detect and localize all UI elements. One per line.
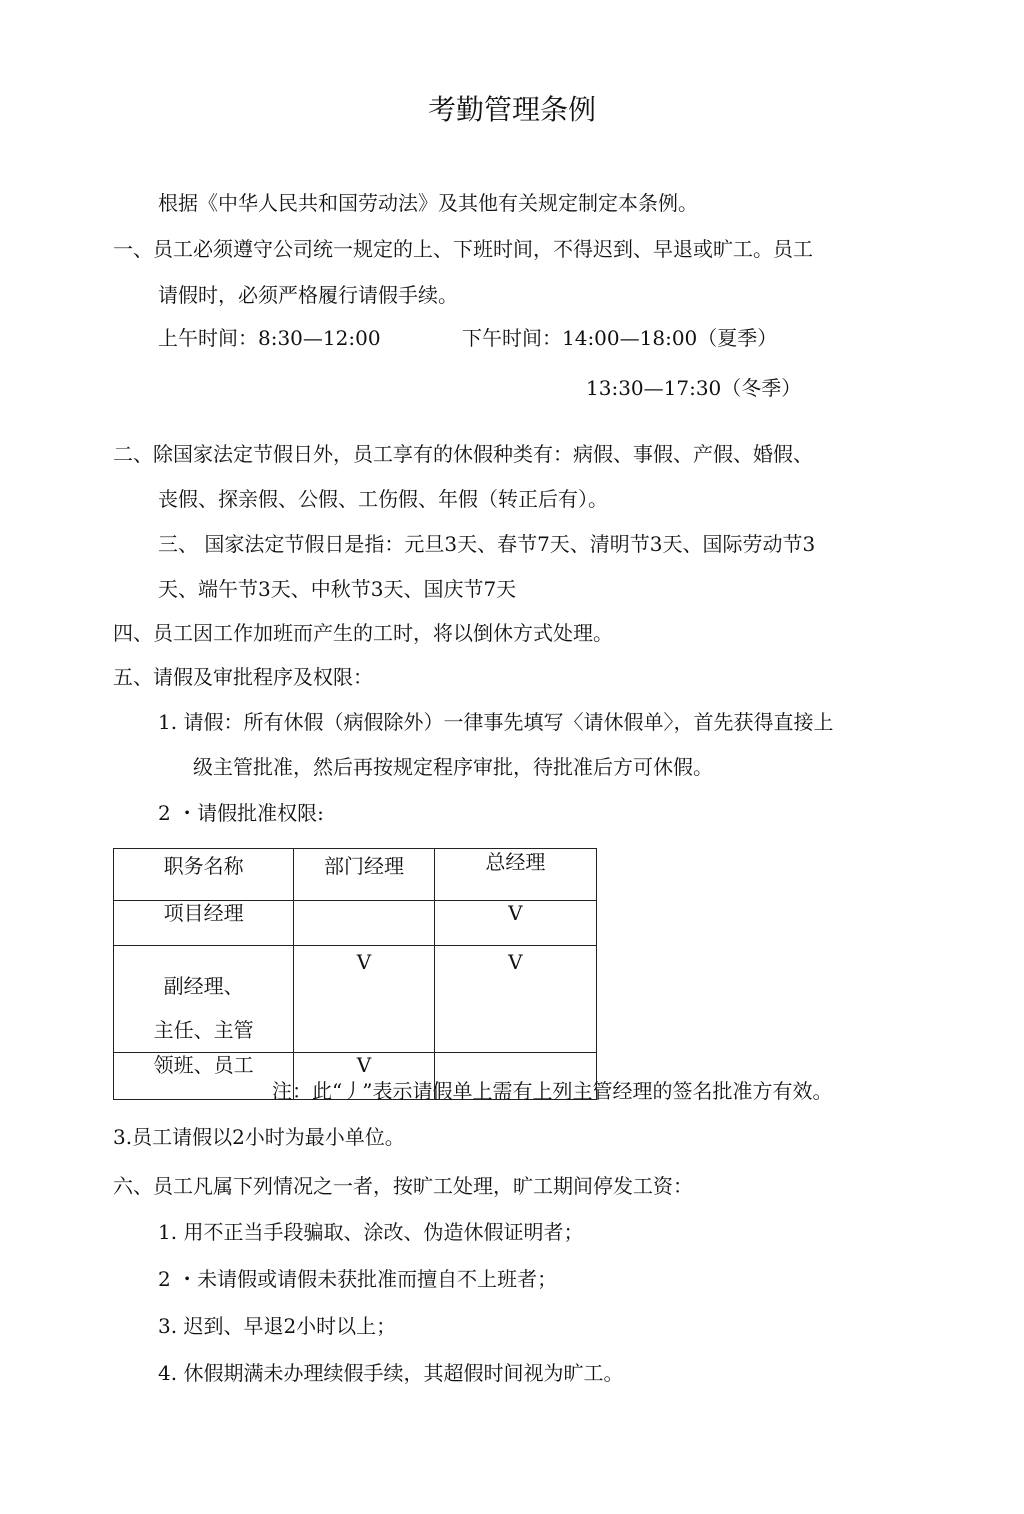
section1-line1: 一、员工必须遵守公司统一规定的上、下班时间，不得迟到、早退或旷工。员工	[113, 237, 813, 261]
afternoon-hours-winter: 13:30—17:30（冬季）	[586, 376, 802, 400]
gm-approval-cell: V	[434, 901, 596, 946]
section6-item-1: 1. 用不正当手段骗取、涂改、伪造休假证明者；	[158, 1220, 584, 1244]
role-cell	[114, 946, 294, 1053]
section2-line2: 丧假、探亲假、公假、工伤假、年假（转正后有）。	[158, 487, 608, 511]
morning-hours: 上午时间：8:30—12:00	[158, 326, 381, 350]
role-cell: 领班、员工	[114, 1053, 294, 1100]
header-general-manager: 总经理	[434, 849, 596, 901]
section3-line2: 天、端午节3天、中秋节3天、国庆节7天	[158, 577, 517, 601]
dept-approval-cell	[294, 901, 434, 946]
section6-item-2: 2 ・未请假或请假未获批准而擅自不上班者；	[158, 1267, 558, 1291]
intro-paragraph: 根据《中华人民共和国劳动法》及其他有关规定制定本条例。	[158, 191, 698, 215]
section3-line1: 三、 国家法定节假日是指：元旦3天、春节7天、清明节3天、国际劳动节3	[158, 532, 816, 556]
section6-heading: 六、员工凡属下列情况之一者，按旷工处理，旷工期间停发工资：	[113, 1174, 693, 1198]
table-row	[114, 946, 597, 1053]
section4-paragraph: 四、员工因工作加班而产生的工时，将以倒休方式处理。	[113, 621, 613, 645]
afternoon-hours-summer: 下午时间：14:00—18:00（夏季）	[462, 326, 778, 350]
table-note: 注：此“丿”表示请假单上需有上列主管经理的签名批准方有效。	[272, 1079, 833, 1103]
table-header-row	[114, 849, 597, 901]
section5-heading: 五、请假及审批程序及权限：	[113, 665, 373, 689]
section6-item-4: 4. 休假期满未办理续假手续，其超假时间视为旷工。	[158, 1361, 624, 1385]
section6-item-3: 3. 迟到、早退2小时以上；	[158, 1314, 397, 1338]
section5-item2: 2 ・请假批准权限:	[158, 801, 324, 825]
role-line: 副经理、	[163, 974, 244, 998]
header-dept-manager: 部门经理	[294, 849, 434, 901]
table-row	[114, 901, 597, 946]
gm-approval-cell: V	[434, 946, 596, 1053]
dept-approval-cell: V	[294, 1053, 434, 1100]
section5-item1-line2: 级主管批准，然后再按规定程序审批，待批准后方可休假。	[193, 755, 713, 779]
section5-item1-line1: 1. 请假：所有休假（病假除外）一律事先填写〈请休假单〉，首先获得直接上	[158, 710, 834, 734]
approval-authority-table	[113, 848, 597, 1100]
dept-approval-cell: V	[294, 946, 434, 1053]
section1-line2: 请假时，必须严格履行请假手续。	[158, 283, 458, 307]
document-title: 考勤管理条例	[427, 93, 596, 126]
role-cell: 项目经理	[114, 901, 294, 946]
role-line: 主任、主管	[153, 1018, 254, 1042]
section5-item3: 3.员工请假以2小时为最小单位。	[113, 1125, 405, 1149]
header-role: 职务名称	[114, 849, 294, 901]
section2-line1: 二、除国家法定节假日外，员工享有的休假种类有：病假、事假、产假、婚假、	[113, 442, 813, 466]
